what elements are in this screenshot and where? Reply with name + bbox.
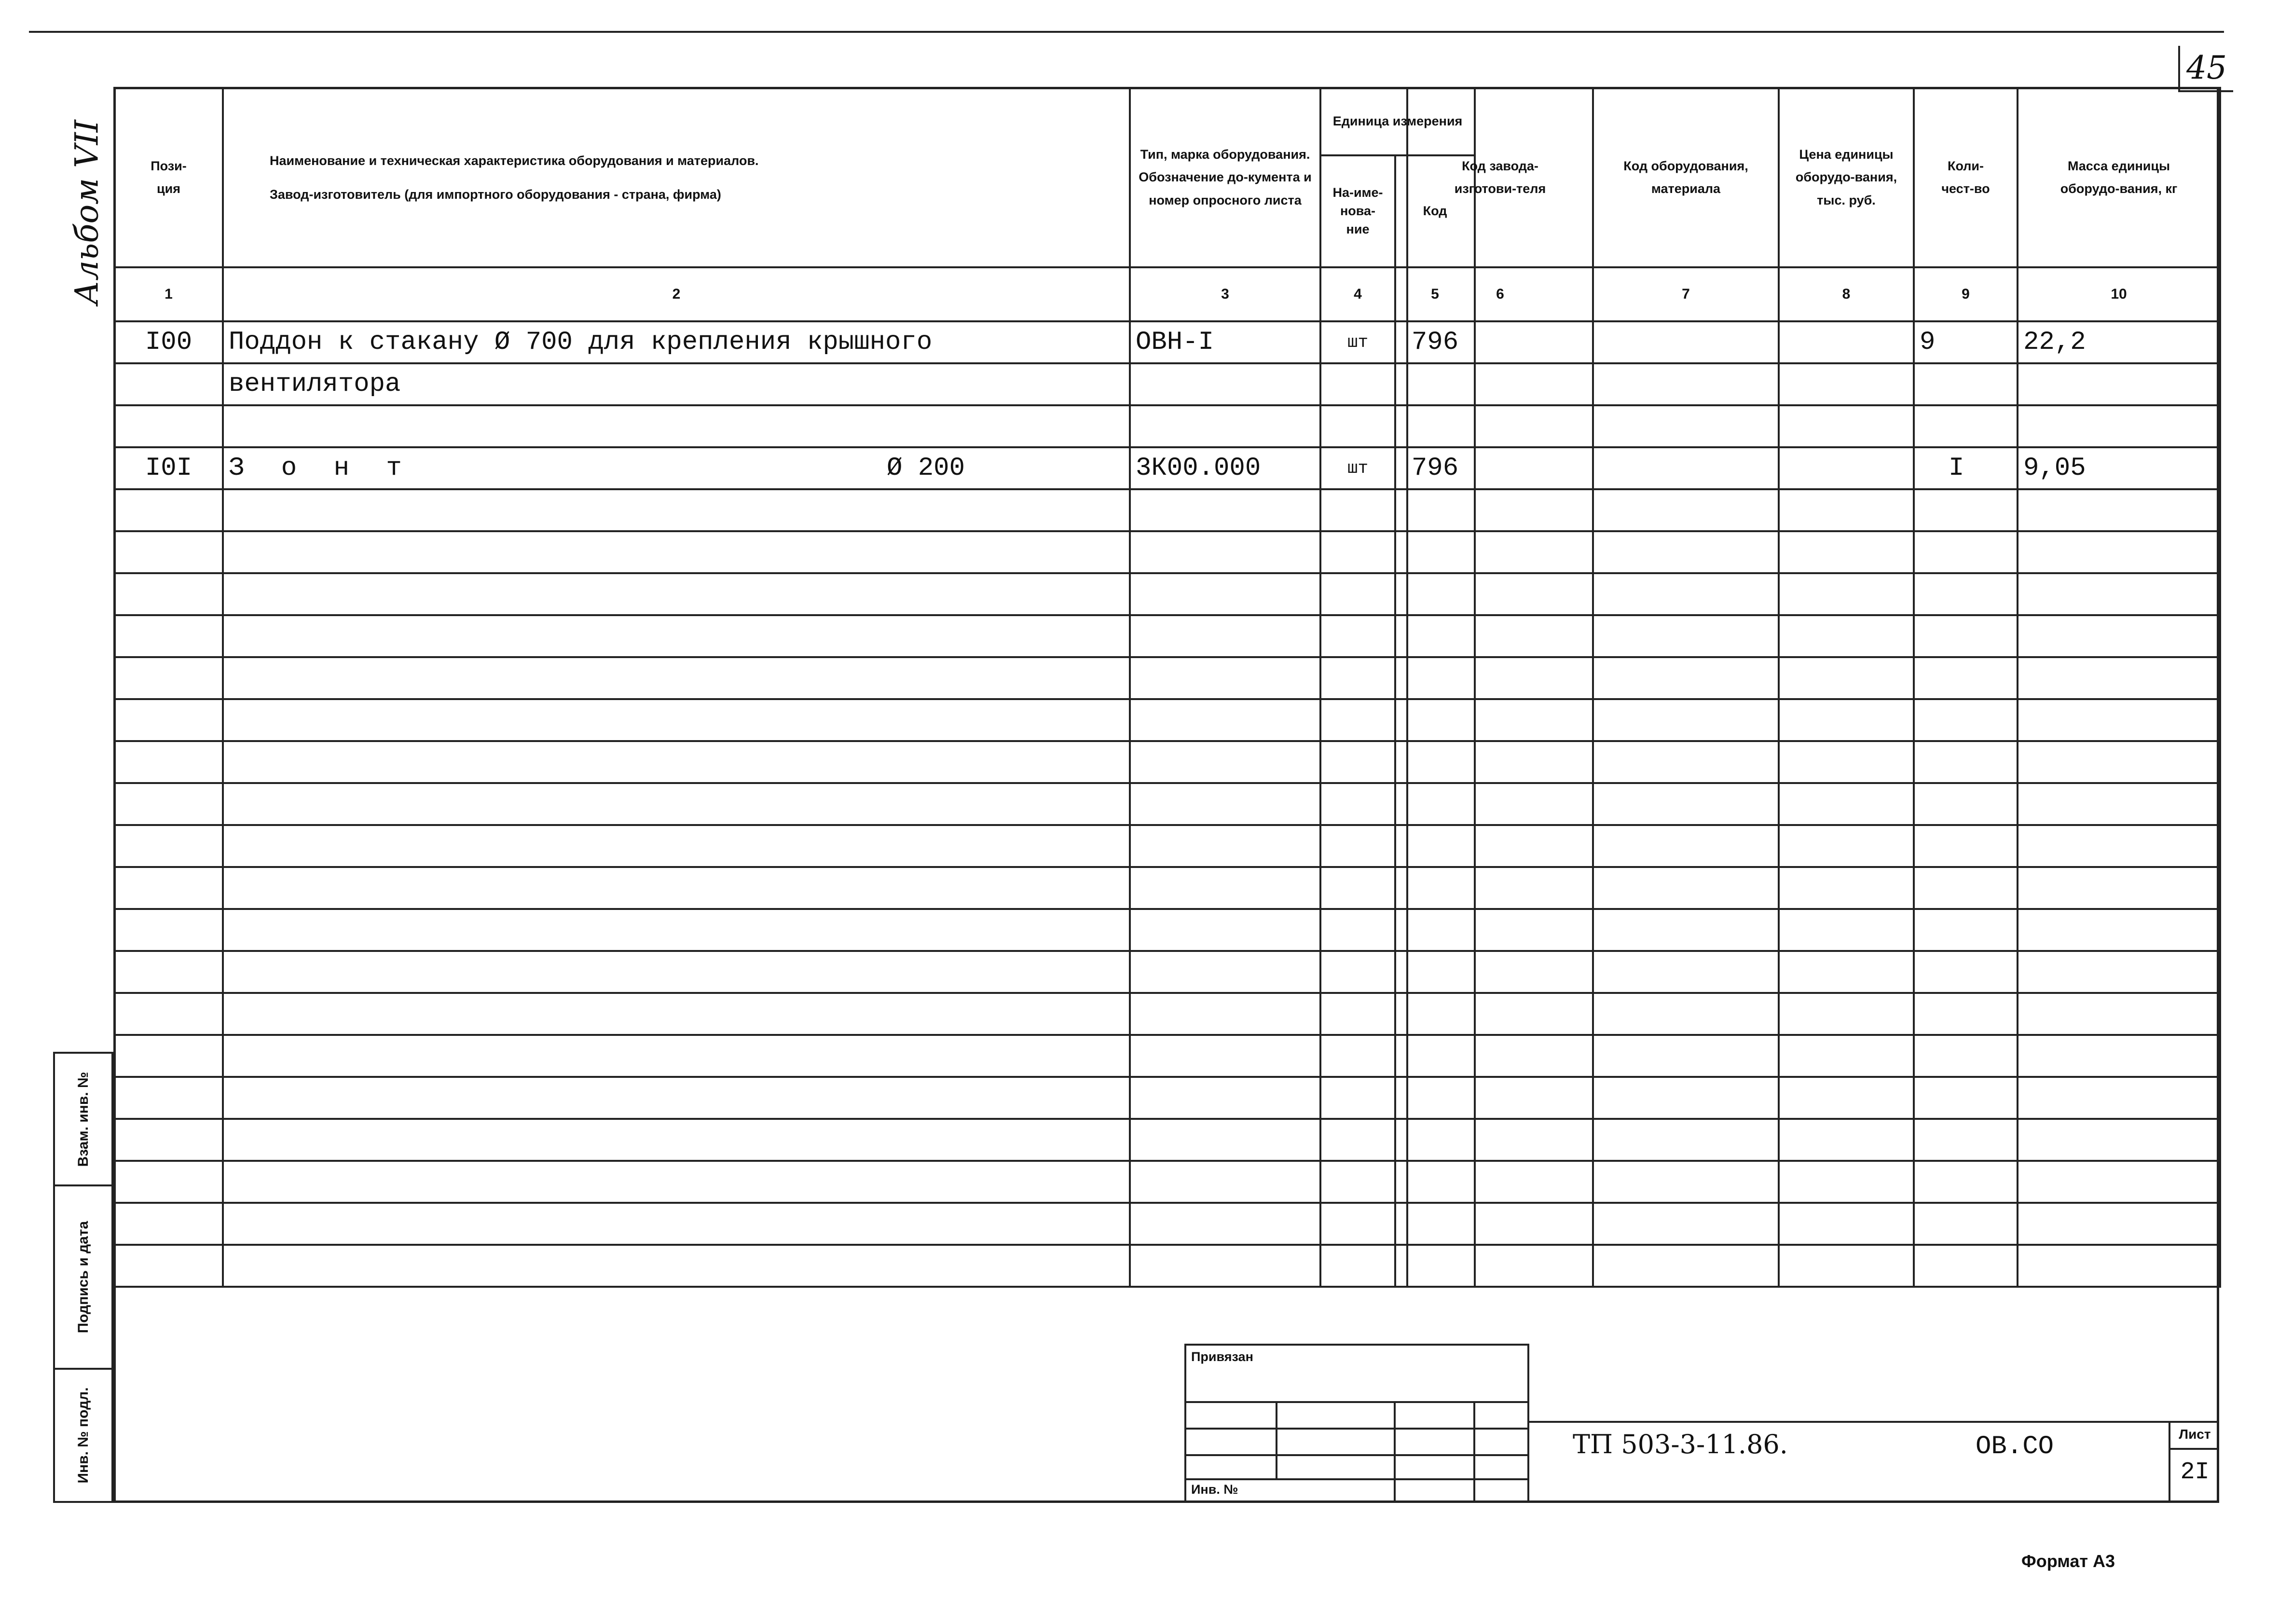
row-name: вентилятора — [223, 363, 1130, 405]
col-num-1: 1 — [114, 267, 223, 321]
header-plant-code: Код завода-изготови-теля — [1407, 88, 1593, 267]
row-quantity: I — [1914, 447, 2018, 489]
header-unit-group: Единица измерения — [1320, 88, 1475, 155]
table-row — [114, 405, 1475, 447]
header-equipment-code: Код оборудования, материала — [1593, 88, 1779, 267]
document-code: ТП 503-3-11.86. — [1573, 1429, 1788, 1459]
top-border-line — [29, 31, 2224, 33]
binding-label: Привязан — [1191, 1349, 1253, 1364]
row-quantity: 9 — [1914, 321, 2018, 363]
header-unit-code: Код — [1395, 155, 1475, 267]
row-unit: шт — [1320, 447, 1395, 489]
row-name-text: З о н т — [229, 454, 412, 483]
specification-table-right — [1406, 87, 2221, 1288]
col-num-9: 9 — [1914, 267, 2018, 321]
row-type: ОВН-I — [1130, 321, 1320, 363]
binding-box — [1184, 1344, 1529, 1503]
stamp-signature-date: Подпись и дата — [55, 1186, 111, 1370]
row-position: I0I — [114, 447, 223, 489]
table-row — [114, 363, 1475, 405]
col-num-10: 10 — [2018, 267, 2220, 321]
album-label — [68, 120, 106, 305]
sheet-label: Лист — [2179, 1427, 2211, 1442]
col-num-8: 8 — [1779, 267, 1914, 321]
col-num-5: 5 — [1395, 267, 1475, 321]
page-number: 45 — [2178, 46, 2233, 92]
table-row — [114, 447, 1475, 489]
col-num-4: 4 — [1320, 267, 1395, 321]
row-type: 3К00.000 — [1130, 447, 1320, 489]
row-name — [223, 447, 1130, 489]
left-stamp — [53, 1052, 113, 1503]
album-label-text: Альбом VII — [68, 120, 106, 305]
header-unit-name: На-име-нова-ние — [1320, 155, 1395, 267]
header-unit-price: Цена единицы оборудо-вания, тыс. руб. — [1779, 88, 1914, 267]
col-num-2: 2 — [223, 267, 1130, 321]
table-row — [1407, 363, 2220, 405]
row-code: 796 — [1395, 321, 1475, 363]
col-num-7: 7 — [1593, 267, 1779, 321]
stamp-replaced-inventory: Взам. инв. № — [55, 1054, 111, 1186]
format-label: Формат А3 — [2021, 1551, 2115, 1571]
row-mass: 22,2 — [2018, 321, 2220, 363]
sheet-number: 2I — [2180, 1459, 2210, 1486]
row-position: I00 — [114, 321, 223, 363]
table-row — [114, 321, 1475, 363]
binding-inventory-label: Инв. № — [1191, 1482, 1238, 1497]
header-position: Пози- ция — [114, 88, 223, 267]
specification-table — [113, 87, 1476, 1288]
row-position — [114, 363, 223, 405]
header-name-description — [223, 88, 1130, 267]
row-mass — [2018, 363, 2220, 405]
row-code: 796 — [1395, 447, 1475, 489]
header-quantity: Коли-чест-во — [1914, 88, 2018, 267]
col-num-3: 3 — [1130, 267, 1320, 321]
title-block-line — [1529, 1421, 2219, 1423]
row-name: Поддон к стакану Ø 700 для крепления крышного — [223, 321, 1130, 363]
row-unit — [1320, 363, 1395, 405]
header-name-line1: Наименование и техническая характеристика оборудования и материалов. — [270, 153, 759, 168]
header-name-line2: Завод-изготовитель (для импортного оборудования - страна, фирма) — [270, 187, 721, 202]
header-type-mark: Тип, марка оборудования. Обозначение до-кумента и номер опросного листа — [1130, 88, 1320, 267]
stamp-original-inventory: Инв. № подл. — [75, 1387, 91, 1484]
col-num-6: 6 — [1407, 267, 1593, 321]
row-name-diameter: Ø 200 — [886, 454, 965, 483]
row-unit: шт — [1320, 321, 1395, 363]
header-unit-mass: Масса единицы оборудо-вания, кг — [2018, 88, 2220, 267]
table-row — [1407, 321, 2220, 363]
sheet-box — [2169, 1421, 2219, 1503]
table-row — [1407, 447, 2220, 489]
row-type — [1130, 363, 1320, 405]
row-mass: 9,05 — [2018, 447, 2220, 489]
document-section: ОВ.СО — [1976, 1432, 2054, 1461]
row-quantity — [1914, 363, 2018, 405]
